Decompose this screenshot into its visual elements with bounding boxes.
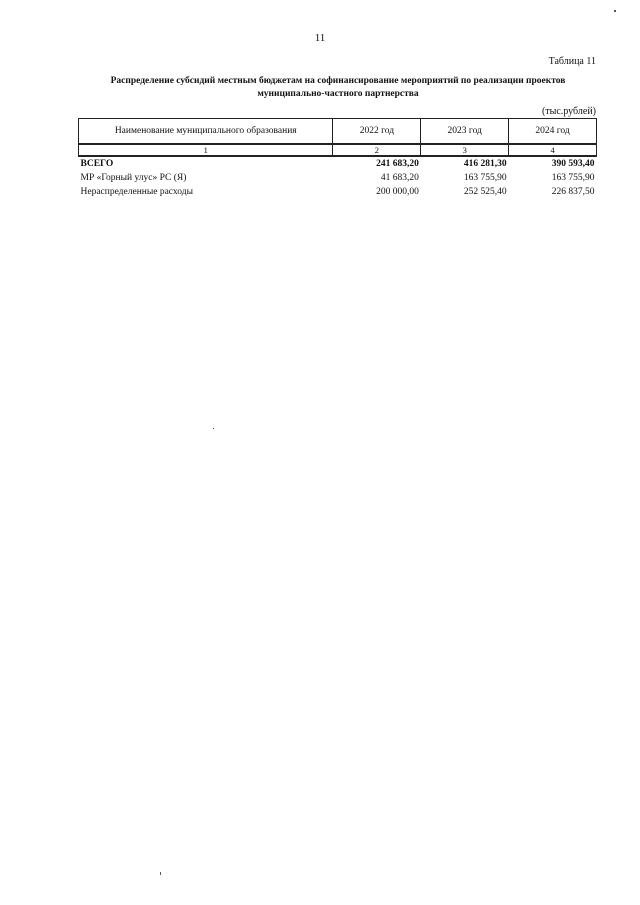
header-municipality: Наименование муниципального образования xyxy=(79,119,333,145)
table-header-row xyxy=(79,119,597,145)
page-number: 11 xyxy=(314,32,326,44)
value-2024: 163 755,90 xyxy=(551,173,595,183)
scan-speck xyxy=(160,872,161,875)
units-label: (тыс.рублей) xyxy=(541,106,596,117)
title-line-1: Распределение субсидий местным бюджетам на софинансирование мероприятий по реализации проектов xyxy=(110,76,566,86)
column-number: 3 xyxy=(421,144,509,156)
table-label: Таблица 11 xyxy=(548,56,596,67)
table-row xyxy=(79,185,597,199)
value-2022: 241 683,20 xyxy=(376,159,419,169)
value-2024: 226 837,50 xyxy=(551,187,595,197)
value-2022: 200 000,00 xyxy=(376,187,419,197)
header-2024: 2024 год xyxy=(509,119,597,145)
subsidy-table xyxy=(78,118,597,199)
column-number: 2 xyxy=(333,144,421,156)
row-name: МР «Горный улус» РС (Я) xyxy=(80,173,187,183)
table-row xyxy=(79,171,597,185)
title-line-2: муниципально-частного партнерства xyxy=(257,89,419,99)
column-number-row xyxy=(79,144,597,156)
table-row-total xyxy=(79,156,597,171)
value-2024: 390 593,40 xyxy=(551,159,595,169)
document-title xyxy=(78,75,598,101)
scan-speck xyxy=(614,10,616,12)
column-number: 4 xyxy=(509,144,597,156)
header-2023: 2023 год xyxy=(421,119,509,145)
row-name: Нераспределенные расходы xyxy=(80,187,193,197)
row-name: ВСЕГО xyxy=(80,159,114,169)
value-2023: 163 755,90 xyxy=(463,173,507,183)
value-2023: 416 281,30 xyxy=(463,159,507,169)
value-2023: 252 525,40 xyxy=(463,187,507,197)
scan-speck xyxy=(213,428,214,429)
column-number: 1 xyxy=(79,144,333,156)
value-2022: 41 683,20 xyxy=(380,173,419,183)
header-2022: 2022 год xyxy=(333,119,421,145)
